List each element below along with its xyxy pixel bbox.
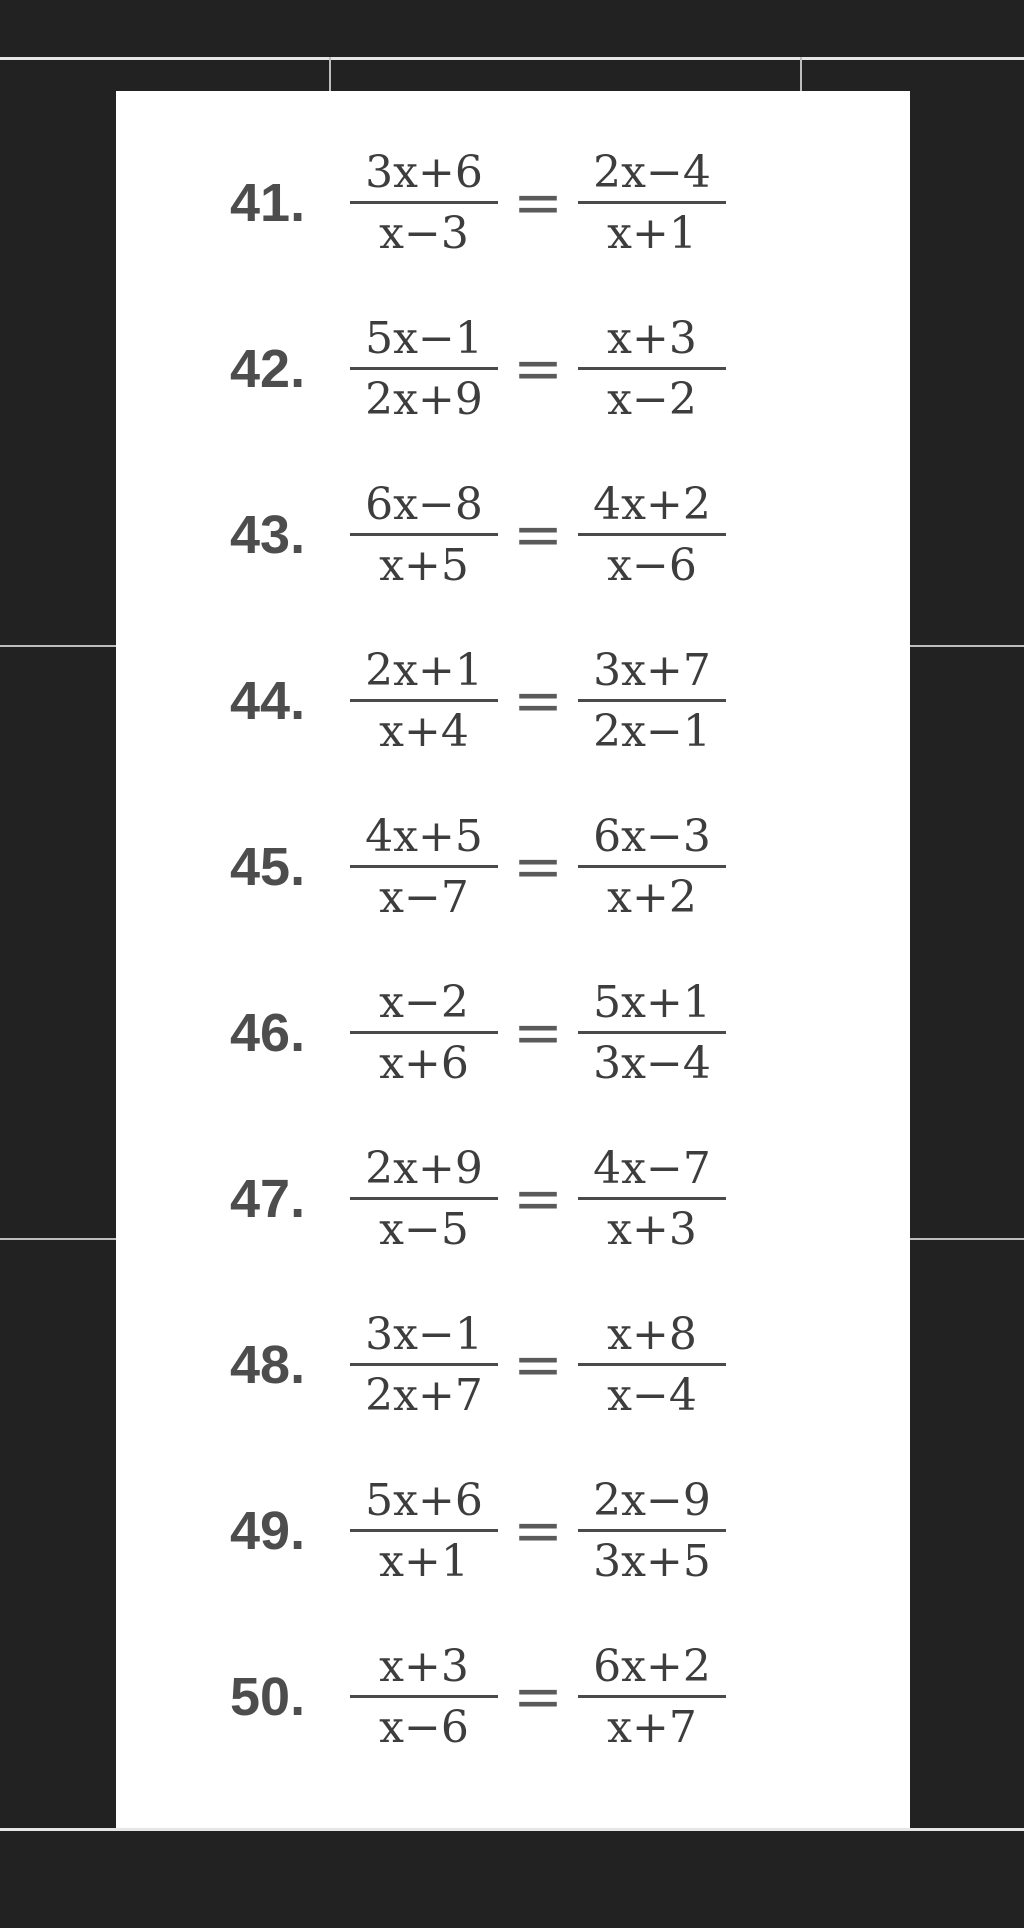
problem-row bbox=[116, 1295, 910, 1435]
left-fraction bbox=[350, 810, 498, 923]
left-numerator: 5x−1 bbox=[365, 312, 483, 364]
left-denominator: x+6 bbox=[379, 1037, 469, 1089]
left-numerator: 3x+6 bbox=[365, 146, 483, 198]
equals-sign: = bbox=[512, 1330, 564, 1400]
left-fraction bbox=[350, 1474, 498, 1587]
problem-list bbox=[116, 133, 910, 1767]
problem-row bbox=[116, 133, 910, 273]
problem-number: 42. bbox=[230, 339, 306, 399]
equals-sign: = bbox=[512, 666, 564, 736]
right-fraction bbox=[578, 1474, 726, 1587]
left-denominator: x+1 bbox=[379, 1535, 469, 1587]
right-fraction bbox=[578, 1640, 726, 1753]
left-fraction bbox=[350, 976, 498, 1089]
problem-row bbox=[116, 299, 910, 439]
right-denominator: 3x+5 bbox=[593, 1535, 711, 1587]
right-numerator: 6x+2 bbox=[593, 1640, 711, 1692]
left-fraction bbox=[350, 1142, 498, 1255]
right-fraction bbox=[578, 478, 726, 591]
left-numerator: x+3 bbox=[379, 1640, 469, 1692]
right-numerator: x+3 bbox=[607, 312, 697, 364]
left-fraction bbox=[350, 1640, 498, 1753]
right-fraction bbox=[578, 976, 726, 1089]
right-numerator: 3x+7 bbox=[593, 644, 711, 696]
frame-line-bottom bbox=[0, 1828, 1024, 1831]
equals-sign: = bbox=[512, 1496, 564, 1566]
problem-number: 41. bbox=[230, 173, 306, 233]
problem-number: 44. bbox=[230, 671, 306, 731]
problem-number: 46. bbox=[230, 1003, 306, 1063]
right-fraction bbox=[578, 1308, 726, 1421]
left-denominator: 2x+9 bbox=[365, 373, 483, 425]
equals-sign: = bbox=[512, 168, 564, 238]
left-denominator: 2x+7 bbox=[365, 1369, 483, 1421]
right-numerator: 6x−3 bbox=[593, 810, 711, 862]
left-numerator: x−2 bbox=[379, 976, 469, 1028]
right-denominator: x+2 bbox=[607, 871, 697, 923]
right-numerator: 2x−4 bbox=[593, 146, 711, 198]
right-fraction bbox=[578, 1142, 726, 1255]
right-denominator: x+3 bbox=[607, 1203, 697, 1255]
problem-row bbox=[116, 465, 910, 605]
frame-line-top bbox=[0, 57, 1024, 60]
right-fraction bbox=[578, 146, 726, 259]
problem-row bbox=[116, 797, 910, 937]
left-fraction bbox=[350, 312, 498, 425]
problem-number: 43. bbox=[230, 505, 306, 565]
frame-tick-right bbox=[800, 57, 802, 91]
problem-row bbox=[116, 1129, 910, 1269]
left-fraction bbox=[350, 478, 498, 591]
right-fraction bbox=[578, 644, 726, 757]
right-numerator: 4x+2 bbox=[593, 478, 711, 530]
right-denominator: 3x−4 bbox=[593, 1037, 711, 1089]
left-denominator: x−5 bbox=[379, 1203, 469, 1255]
left-numerator: 2x+1 bbox=[365, 644, 483, 696]
equals-sign: = bbox=[512, 832, 564, 902]
left-denominator: x−3 bbox=[379, 207, 469, 259]
right-numerator: x+8 bbox=[607, 1308, 697, 1360]
equals-sign: = bbox=[512, 1662, 564, 1732]
equals-sign: = bbox=[512, 334, 564, 404]
right-denominator: x+7 bbox=[607, 1701, 697, 1753]
problem-number: 50. bbox=[230, 1667, 306, 1727]
left-numerator: 6x−8 bbox=[365, 478, 483, 530]
problem-number: 45. bbox=[230, 837, 306, 897]
left-fraction bbox=[350, 1308, 498, 1421]
right-numerator: 2x−9 bbox=[593, 1474, 711, 1526]
problem-row bbox=[116, 1627, 910, 1767]
problem-number: 49. bbox=[230, 1501, 306, 1561]
left-denominator: x+4 bbox=[379, 705, 469, 757]
right-denominator: 2x−1 bbox=[593, 705, 711, 757]
left-numerator: 5x+6 bbox=[365, 1474, 483, 1526]
left-denominator: x−7 bbox=[379, 871, 469, 923]
right-denominator: x−2 bbox=[607, 373, 697, 425]
equals-sign: = bbox=[512, 1164, 564, 1234]
right-numerator: 4x−7 bbox=[593, 1142, 711, 1194]
problem-row bbox=[116, 631, 910, 771]
right-numerator: 5x+1 bbox=[593, 976, 711, 1028]
left-numerator: 2x+9 bbox=[365, 1142, 483, 1194]
left-denominator: x−6 bbox=[379, 1701, 469, 1753]
right-fraction bbox=[578, 810, 726, 923]
left-numerator: 3x−1 bbox=[365, 1308, 483, 1360]
equals-sign: = bbox=[512, 998, 564, 1068]
left-numerator: 4x+5 bbox=[365, 810, 483, 862]
problem-number: 47. bbox=[230, 1169, 306, 1229]
problem-row bbox=[116, 1461, 910, 1601]
right-denominator: x−4 bbox=[607, 1369, 697, 1421]
frame-tick-left bbox=[329, 57, 331, 91]
left-fraction bbox=[350, 146, 498, 259]
problem-row bbox=[116, 963, 910, 1103]
left-fraction bbox=[350, 644, 498, 757]
equals-sign: = bbox=[512, 500, 564, 570]
right-denominator: x−6 bbox=[607, 539, 697, 591]
worksheet-page bbox=[116, 91, 910, 1828]
right-denominator: x+1 bbox=[607, 207, 697, 259]
right-fraction bbox=[578, 312, 726, 425]
left-denominator: x+5 bbox=[379, 539, 469, 591]
problem-number: 48. bbox=[230, 1335, 306, 1395]
